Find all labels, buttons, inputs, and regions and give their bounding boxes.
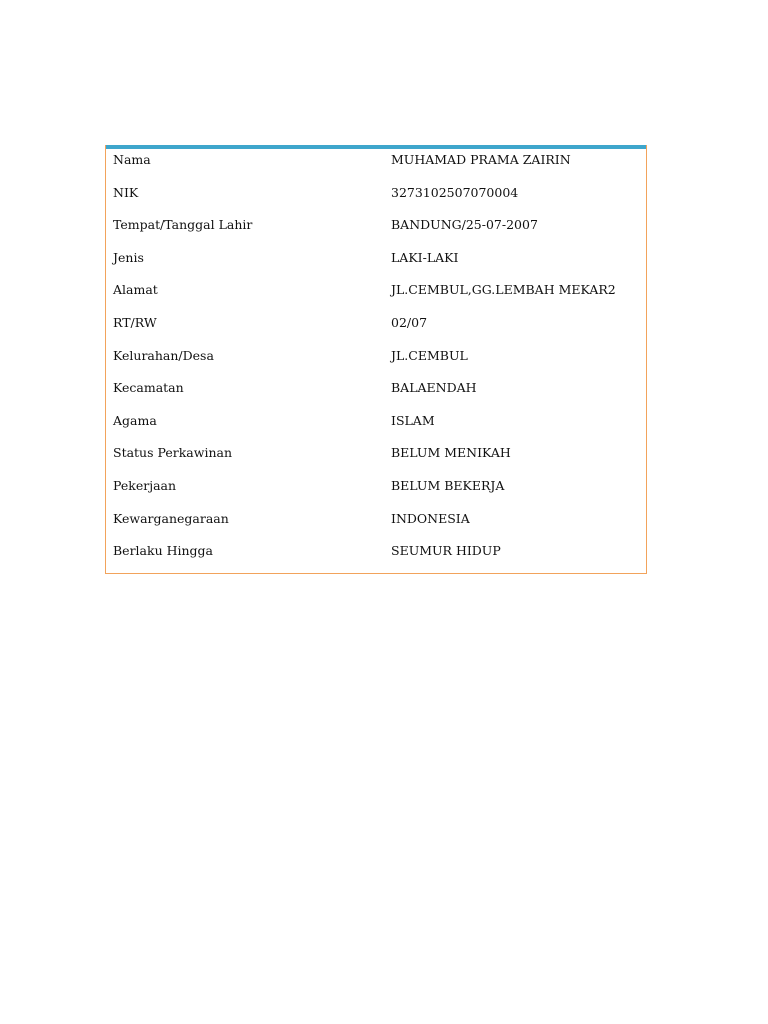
row-value: LAKI-LAKI bbox=[391, 249, 459, 265]
row-value: BELUM MENIKAH bbox=[391, 445, 511, 461]
row-label: Kecamatan bbox=[113, 380, 184, 396]
row-label: Agama bbox=[113, 412, 157, 428]
row-label: Tempat/Tanggal Lahir bbox=[113, 217, 253, 233]
row-value: BELUM BEKERJA bbox=[391, 477, 505, 493]
row-label: Jenis bbox=[113, 249, 144, 265]
row-label: RT/RW bbox=[113, 314, 157, 330]
table-row bbox=[106, 542, 646, 575]
row-value: BANDUNG/25-07-2007 bbox=[391, 217, 538, 233]
table-row bbox=[106, 314, 646, 347]
row-value: 3273102507070004 bbox=[391, 184, 519, 200]
table-row bbox=[106, 347, 646, 380]
table-row bbox=[106, 379, 646, 412]
table-row bbox=[106, 216, 646, 249]
row-value: 02/07 bbox=[391, 314, 428, 330]
table-row bbox=[106, 477, 646, 510]
row-value: SEUMUR HIDUP bbox=[391, 543, 501, 559]
table-row bbox=[106, 249, 646, 282]
table-row bbox=[106, 510, 646, 543]
table-row bbox=[106, 149, 646, 184]
row-value: MUHAMAD PRAMA ZAIRIN bbox=[391, 152, 571, 167]
table-row bbox=[106, 412, 646, 445]
table-row bbox=[106, 281, 646, 314]
row-label: Berlaku Hingga bbox=[113, 543, 214, 559]
row-label: NIK bbox=[113, 184, 139, 200]
table-row bbox=[106, 444, 646, 477]
row-label: Nama bbox=[113, 152, 151, 167]
table-row bbox=[106, 184, 646, 217]
row-label: Kelurahan/Desa bbox=[113, 347, 214, 363]
row-value: ISLAM bbox=[391, 412, 435, 428]
identity-table-container bbox=[105, 145, 647, 574]
row-value: JL.CEMBUL bbox=[391, 347, 468, 363]
row-label: Pekerjaan bbox=[113, 477, 177, 493]
identity-table bbox=[106, 149, 646, 575]
row-label: Alamat bbox=[113, 282, 158, 298]
row-value: INDONESIA bbox=[391, 510, 470, 526]
row-value: BALAENDAH bbox=[391, 380, 477, 396]
row-label: Kewarganegaraan bbox=[113, 510, 229, 526]
row-label: Status Perkawinan bbox=[113, 445, 233, 461]
row-value: JL.CEMBUL,GG.LEMBAH MEKAR2 bbox=[391, 282, 616, 298]
